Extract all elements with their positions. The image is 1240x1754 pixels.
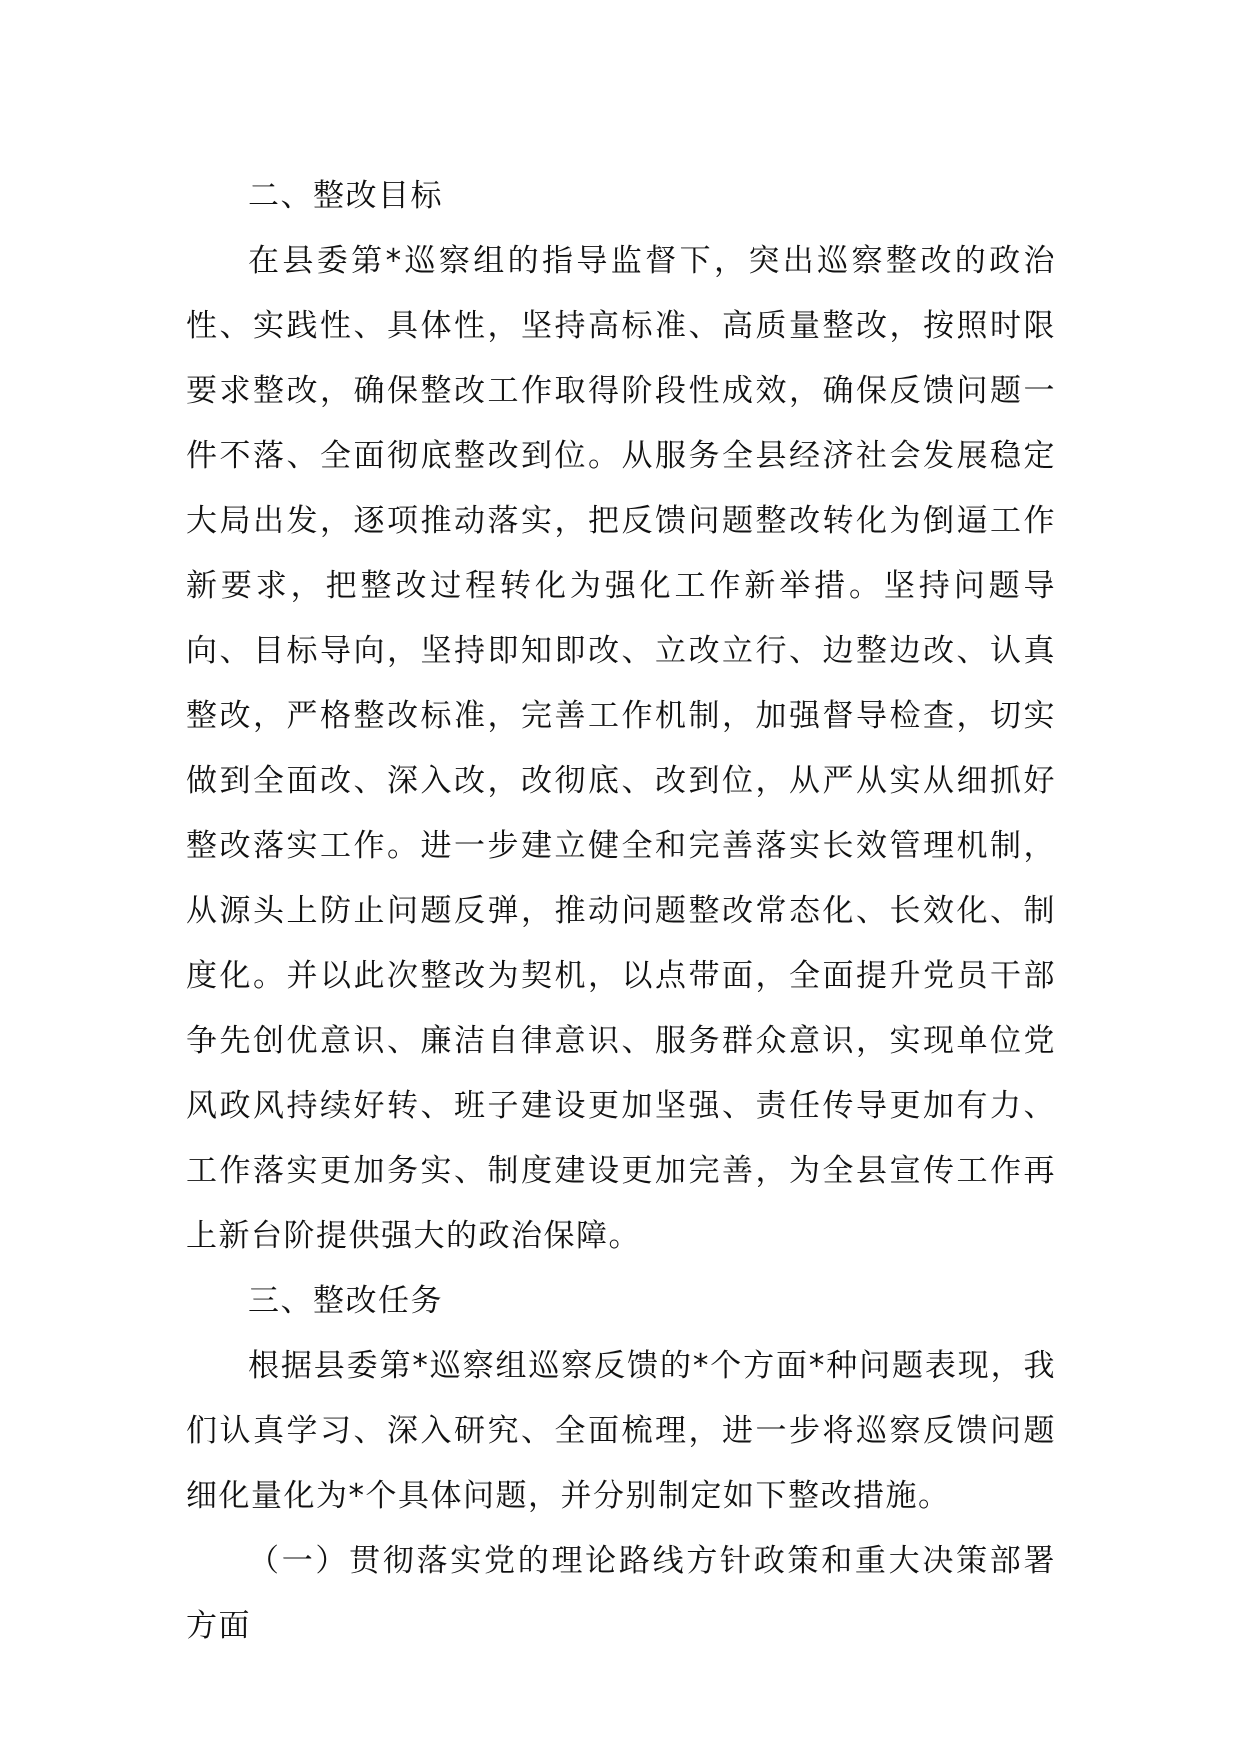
document-page — [186, 164, 1056, 1659]
paragraph-tasks: 根据县委第*巡察组巡察反馈的*个方面*种问题表现，我们认真学习、深入研究、全面梳理，进一步将巡察反馈问题细化量化为*个具体问题，并分别制定如下整改措施。 — [186, 1348, 1056, 1514]
section-heading-goals: 二、整改目标 — [248, 178, 443, 214]
subsection-heading-1: （一）贯彻落实党的理论路线方针政策和重大决策部署方面 — [186, 1543, 1056, 1644]
paragraph-goals: 在县委第*巡察组的指导监督下，突出巡察整改的政治性、实践性、具体性，坚持高标准、高质量整改，按照时限要求整改，确保整改工作取得阶段性成效，确保反馈问题一件不落、全面彻底整改到位。从服务全县经济社会发展稳定大局出发，逐项推动落实，把反馈问题整改转化为倒逼工作新要求，把整改过程转化为强化工作新举措。坚持问题导向、目标导向，坚持即知即改、立改立行、边整边改、认真整改，严格整改标准，完善工作机制，加强督导检查，切实做到全面改、深入改，改彻底、改到位，从严从实从细抓好整改落实工作。进一步建立健全和完善落实长效管理机制，从源头上防止问题反弹，推动问题整改常态化、长效化、制度化。并以此次整改为契机，以点带面，全面提升党员干部争先创优意识、廉洁自律意识、服务群众意识，实现单位党风政风持续好转、班子建设更加坚强、责任传导更加有力、工作落实更加务实、制度建设更加完善，为全县宣传工作再上新台阶提供强大的政治保障。 — [186, 243, 1056, 1254]
section-heading-tasks: 三、整改任务 — [248, 1283, 443, 1319]
